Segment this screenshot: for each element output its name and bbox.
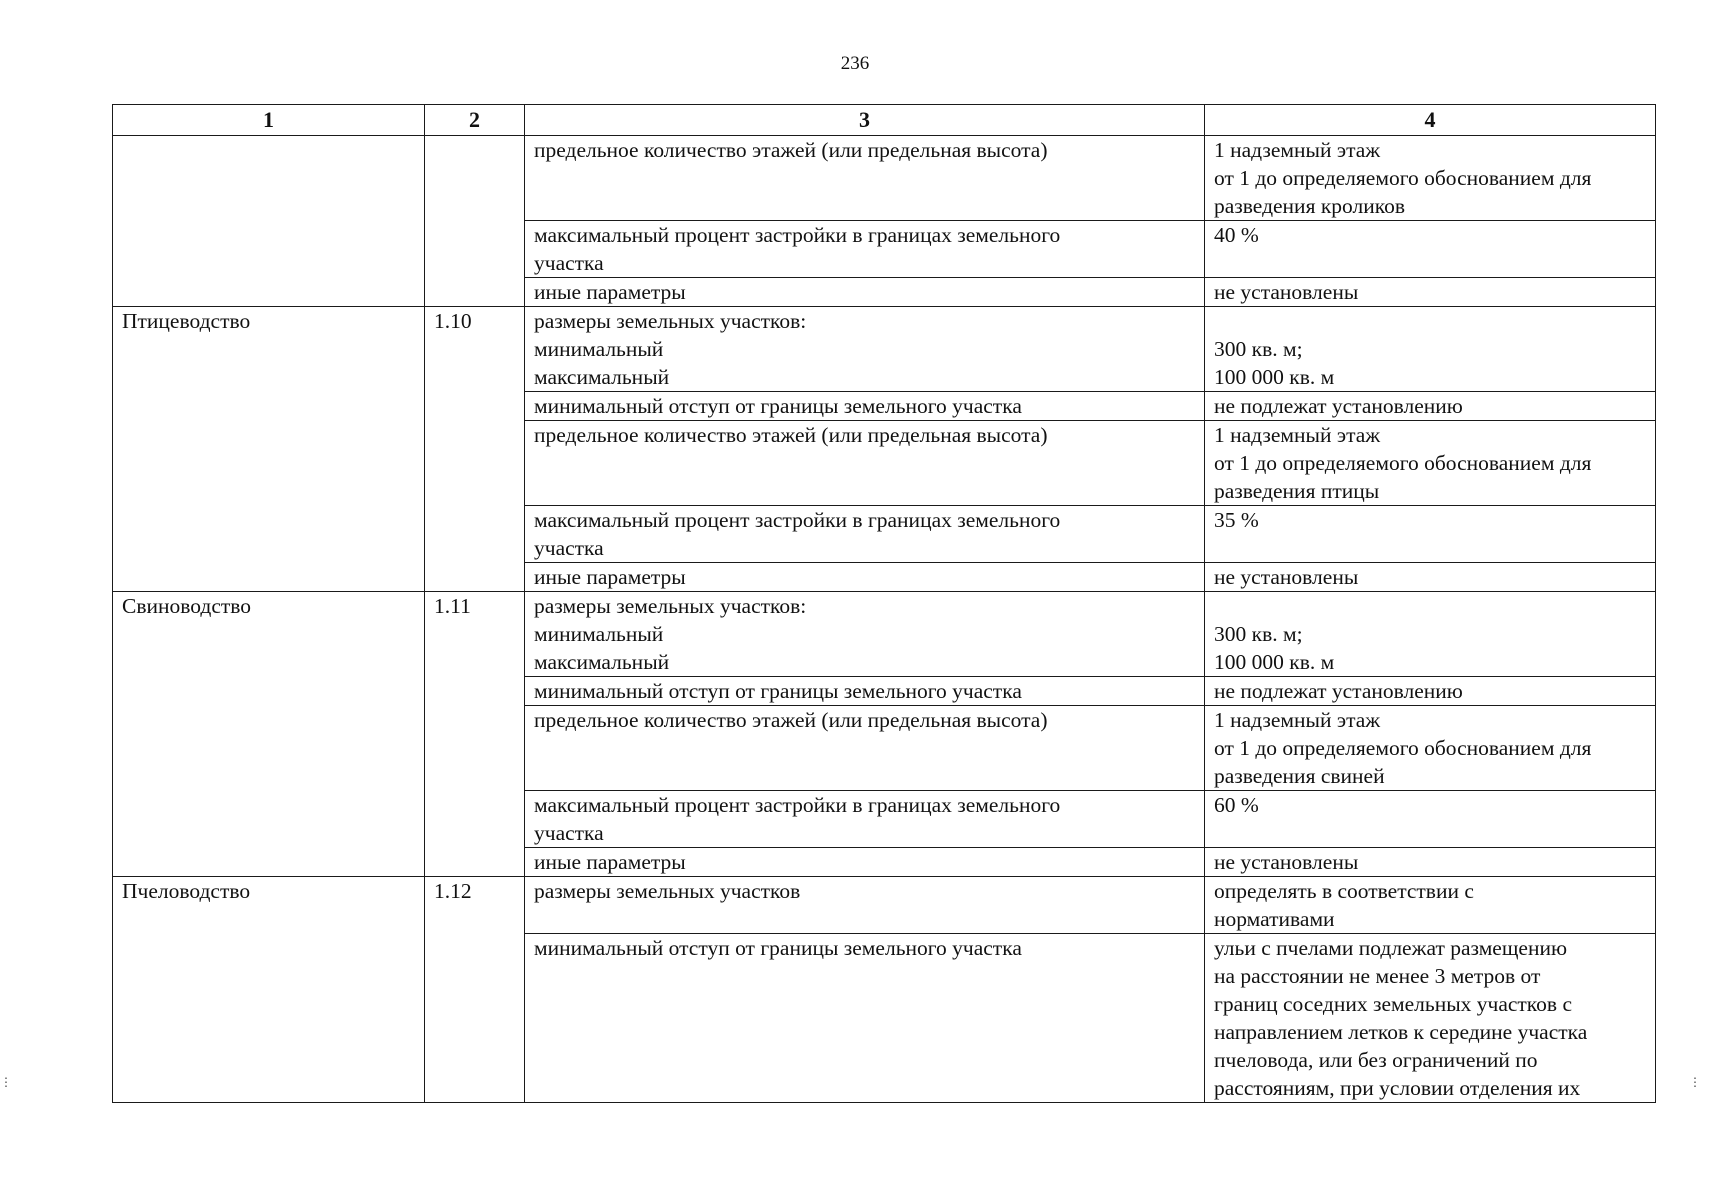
column-header: 1 [113, 105, 425, 136]
parameter-cell [525, 506, 1205, 563]
parameter-cell [525, 421, 1205, 506]
activity-name-cell [113, 136, 425, 307]
value-line: 300 кв. м; [1214, 337, 1303, 361]
parameter-line: минимальный [534, 337, 664, 361]
value-cell [1205, 563, 1656, 592]
parameter-line: минимальный [534, 622, 664, 646]
value-cell [1205, 278, 1656, 307]
value-cell [1205, 221, 1656, 278]
page-number: 236 [840, 53, 870, 74]
value-cell [1205, 848, 1656, 877]
value-line: расстояниям, при условии отделения их [1214, 1076, 1581, 1100]
parameter-line: участка [534, 536, 604, 560]
value-line: определять в соответствии с [1214, 879, 1474, 903]
column-header: 2 [425, 105, 525, 136]
activity-name-cell: Свиноводство [113, 592, 425, 877]
value-line: нормативами [1214, 907, 1335, 931]
activity-name-cell: Птицеводство [113, 307, 425, 592]
parameter-line: максимальный процент застройки в границах земельного [534, 508, 1061, 532]
parameter-cell [525, 278, 1205, 307]
value-line: не подлежат установлению [1214, 394, 1463, 418]
parameter-line: максимальный [534, 650, 670, 674]
value-cell [1205, 506, 1656, 563]
land-use-parameters-table [112, 104, 1656, 1103]
value-line: ульи с пчелами подлежат размещению [1214, 936, 1568, 960]
parameter-line: иные параметры [534, 850, 686, 874]
value-line: от 1 до определяемого обоснованием для [1214, 451, 1592, 475]
scan-mark-left: ⋮ [0, 1075, 12, 1089]
table-row [113, 877, 1656, 934]
parameter-line: иные параметры [534, 565, 686, 589]
value-cell [1205, 706, 1656, 791]
parameter-cell [525, 221, 1205, 278]
parameter-cell [525, 791, 1205, 848]
value-line: 300 кв. м; [1214, 622, 1303, 646]
value-line: разведения свиней [1214, 764, 1385, 788]
parameter-line: размеры земельных участков [534, 879, 801, 903]
value-line: на расстоянии не менее 3 метров от [1214, 964, 1541, 988]
value-cell [1205, 592, 1656, 677]
value-line: границ соседних земельных участков с [1214, 992, 1572, 1016]
parameter-line: минимальный отступ от границы земельного участка [534, 394, 1022, 418]
parameter-line: максимальный процент застройки в границах земельного [534, 793, 1061, 817]
value-line: 1 надземный этаж [1214, 423, 1381, 447]
parameter-cell [525, 592, 1205, 677]
activity-name-cell: Пчеловодство [113, 877, 425, 1103]
value-cell [1205, 421, 1656, 506]
activity-code-cell: 1.12 [425, 877, 525, 1103]
parameter-cell [525, 706, 1205, 791]
table-body [113, 136, 1656, 1103]
value-line: не установлены [1214, 850, 1359, 874]
value-line: не установлены [1214, 280, 1359, 304]
parameter-line: предельное количество этажей (или предельная высота) [534, 423, 1048, 447]
value-cell [1205, 136, 1656, 221]
value-line: 100 000 кв. м [1214, 650, 1335, 674]
value-line: разведения птицы [1214, 479, 1380, 503]
parameter-line: размеры земельных участков: [534, 594, 807, 618]
value-cell [1205, 934, 1656, 1103]
value-cell [1205, 677, 1656, 706]
table-row [113, 592, 1656, 677]
parameter-cell [525, 877, 1205, 934]
table-row [113, 136, 1656, 221]
scan-mark-right: ⋮ [1689, 1075, 1701, 1089]
parameter-line: минимальный отступ от границы земельного участка [534, 679, 1022, 703]
table-row [113, 307, 1656, 392]
column-header: 4 [1205, 105, 1656, 136]
value-cell [1205, 877, 1656, 934]
value-line: 35 % [1214, 508, 1259, 532]
parameter-cell [525, 563, 1205, 592]
parameter-cell [525, 934, 1205, 1103]
value-cell [1205, 307, 1656, 392]
parameter-line: размеры земельных участков: [534, 309, 807, 333]
parameter-cell [525, 136, 1205, 221]
value-line: не подлежат установлению [1214, 679, 1463, 703]
column-header: 3 [525, 105, 1205, 136]
value-cell [1205, 392, 1656, 421]
value-line: от 1 до определяемого обоснованием для [1214, 166, 1592, 190]
activity-code-cell: 1.11 [425, 592, 525, 877]
parameter-line: участка [534, 251, 604, 275]
parameter-line: предельное количество этажей (или предельная высота) [534, 138, 1048, 162]
value-line: 100 000 кв. м [1214, 365, 1335, 389]
value-line [1214, 307, 1646, 335]
parameter-line: иные параметры [534, 280, 686, 304]
value-line: разведения кроликов [1214, 194, 1405, 218]
parameter-line: участка [534, 821, 604, 845]
value-line: 1 надземный этаж [1214, 708, 1381, 732]
activity-code-cell: 1.10 [425, 307, 525, 592]
table-header-row [113, 105, 1656, 136]
value-line: не установлены [1214, 565, 1359, 589]
parameter-cell [525, 392, 1205, 421]
value-line: 60 % [1214, 793, 1259, 817]
value-line: пчеловода, или без ограничений по [1214, 1048, 1538, 1072]
value-line: 1 надземный этаж [1214, 138, 1381, 162]
value-cell [1205, 791, 1656, 848]
parameter-line: максимальный процент застройки в границах земельного [534, 223, 1061, 247]
parameter-cell [525, 307, 1205, 392]
value-line: 40 % [1214, 223, 1259, 247]
value-line [1214, 592, 1646, 620]
value-line: направлением летков к середине участка [1214, 1020, 1588, 1044]
value-line: от 1 до определяемого обоснованием для [1214, 736, 1592, 760]
parameter-cell [525, 848, 1205, 877]
parameter-cell [525, 677, 1205, 706]
parameter-line: предельное количество этажей (или предельная высота) [534, 708, 1048, 732]
parameter-line: максимальный [534, 365, 670, 389]
parameter-line: минимальный отступ от границы земельного участка [534, 936, 1022, 960]
activity-code-cell [425, 136, 525, 307]
